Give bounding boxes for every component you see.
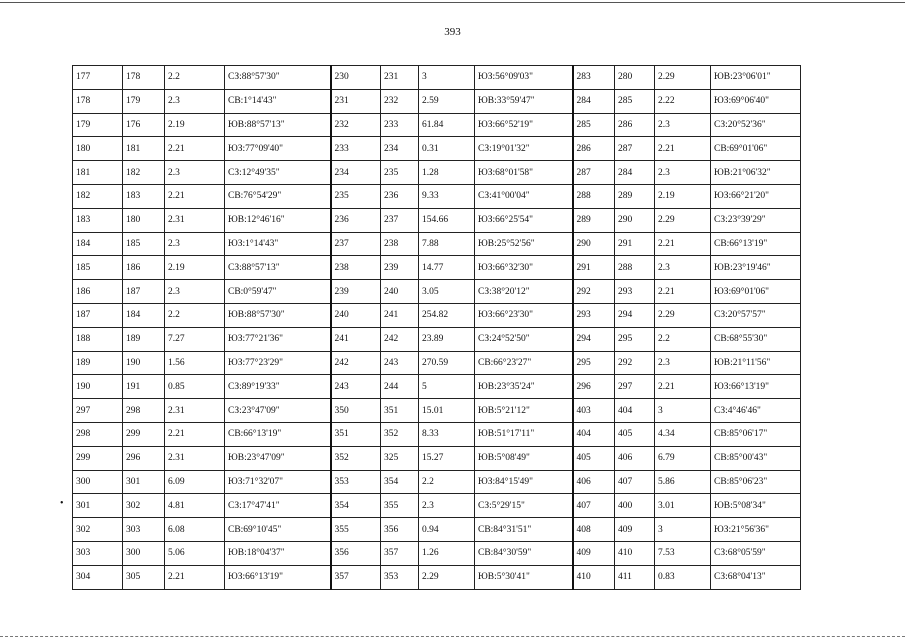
cell-from-point: 241	[331, 327, 381, 351]
cell-distance: 0.31	[419, 137, 475, 161]
cell-distance: 270.59	[419, 351, 475, 375]
table-row	[73, 541, 801, 565]
table-row	[73, 565, 801, 589]
cell-bearing: ЮВ:25°52'56"	[475, 232, 573, 256]
cell-distance: 3.01	[655, 494, 711, 518]
cell-from-point: 304	[73, 565, 123, 589]
cell-from-point: 356	[331, 541, 381, 565]
cell-distance: 2.22	[655, 89, 711, 113]
cell-bearing: СЗ:41°00'04"	[475, 184, 573, 208]
cell-to-point: 298	[123, 399, 165, 423]
cell-from-point: 301	[73, 494, 123, 518]
margin-mark: •	[60, 498, 64, 509]
cell-bearing: ЮЗ:66°13'19"	[711, 375, 801, 399]
cell-bearing: СВ:66°13'19"	[711, 232, 801, 256]
cell-bearing: ЮВ:51°17'11"	[475, 422, 573, 446]
table-row	[73, 137, 801, 161]
cell-distance: 1.26	[419, 541, 475, 565]
cell-from-point: 182	[73, 184, 123, 208]
cell-to-point: 287	[615, 137, 655, 161]
cell-to-point: 180	[123, 208, 165, 232]
table-row	[73, 327, 801, 351]
cell-distance: 2.21	[655, 137, 711, 161]
cell-distance: 2.29	[655, 66, 711, 90]
cell-to-point: 303	[123, 518, 165, 542]
cell-to-point: 187	[123, 280, 165, 304]
cell-bearing: СВ:69°10'45"	[225, 518, 331, 542]
cell-from-point: 295	[573, 351, 615, 375]
cell-from-point: 238	[331, 256, 381, 280]
cell-to-point: 233	[381, 113, 419, 137]
cell-bearing: СЗ:88°57'13"	[225, 256, 331, 280]
cell-to-point: 294	[615, 303, 655, 327]
cell-from-point: 185	[73, 256, 123, 280]
table-row	[73, 113, 801, 137]
cell-to-point: 234	[381, 137, 419, 161]
cell-bearing: ЮЗ:71°32'07"	[225, 470, 331, 494]
cell-bearing: ЮЗ:1°14'43"	[225, 232, 331, 256]
table-row	[73, 208, 801, 232]
cell-distance: 154.66	[419, 208, 475, 232]
table-row	[73, 375, 801, 399]
cell-distance: 15.27	[419, 446, 475, 470]
cell-distance: 2.29	[655, 208, 711, 232]
cell-to-point: 176	[123, 113, 165, 137]
cell-distance: 1.28	[419, 161, 475, 185]
cell-bearing: СВ:69°01'06"	[711, 137, 801, 161]
cell-distance: 61.84	[419, 113, 475, 137]
cell-from-point: 357	[331, 565, 381, 589]
cell-distance: 4.81	[165, 494, 225, 518]
cell-distance: 2.59	[419, 89, 475, 113]
cell-from-point: 236	[331, 208, 381, 232]
table-row	[73, 494, 801, 518]
cell-from-point: 232	[331, 113, 381, 137]
cell-to-point: 325	[381, 446, 419, 470]
cell-bearing: СЗ:5°29'15"	[475, 494, 573, 518]
cell-distance: 2.29	[419, 565, 475, 589]
cell-to-point: 184	[123, 303, 165, 327]
cell-from-point: 285	[573, 113, 615, 137]
cell-bearing: ЮВ:5°21'12"	[475, 399, 573, 423]
cell-from-point: 190	[73, 375, 123, 399]
cell-bearing: ЮЗ:56°09'03"	[475, 66, 573, 90]
cell-from-point: 237	[331, 232, 381, 256]
cell-bearing: ЮВ:5°30'41"	[475, 565, 573, 589]
table-body	[73, 66, 801, 590]
cell-from-point: 302	[73, 518, 123, 542]
cell-bearing: СВ:85°06'23"	[711, 470, 801, 494]
cell-from-point: 184	[73, 232, 123, 256]
cell-to-point: 410	[615, 541, 655, 565]
cell-to-point: 236	[381, 184, 419, 208]
cell-distance: 2.21	[655, 232, 711, 256]
cell-to-point: 352	[381, 422, 419, 446]
bottom-rule	[0, 636, 905, 637]
cell-to-point: 231	[381, 66, 419, 90]
cell-to-point: 237	[381, 208, 419, 232]
cell-from-point: 286	[573, 137, 615, 161]
table-row	[73, 303, 801, 327]
cell-distance: 2.19	[165, 256, 225, 280]
cell-bearing: ЮЗ:69°01'06"	[711, 280, 801, 304]
cell-from-point: 186	[73, 280, 123, 304]
cell-distance: 2.31	[165, 208, 225, 232]
cell-distance: 9.33	[419, 184, 475, 208]
cell-to-point: 182	[123, 161, 165, 185]
cell-bearing: ЮВ:5°08'34"	[711, 494, 801, 518]
cell-bearing: СЗ:20°52'36"	[711, 113, 801, 137]
cell-to-point: 293	[615, 280, 655, 304]
cell-to-point: 354	[381, 470, 419, 494]
cell-distance: 3.05	[419, 280, 475, 304]
cell-from-point: 189	[73, 351, 123, 375]
cell-bearing: СВ:84°30'59"	[475, 541, 573, 565]
cell-from-point: 290	[573, 232, 615, 256]
cell-bearing: ЮВ:23°47'09"	[225, 446, 331, 470]
cell-to-point: 302	[123, 494, 165, 518]
cell-distance: 2.3	[655, 351, 711, 375]
page-number: 393	[444, 26, 461, 38]
cell-from-point: 350	[331, 399, 381, 423]
cell-bearing: ЮВ:88°57'30"	[225, 303, 331, 327]
cell-from-point: 353	[331, 470, 381, 494]
cell-from-point: 289	[573, 208, 615, 232]
cell-distance: 5.86	[655, 470, 711, 494]
cell-to-point: 357	[381, 541, 419, 565]
cell-to-point: 179	[123, 89, 165, 113]
cell-bearing: ЮЗ:66°23'30"	[475, 303, 573, 327]
cell-to-point: 295	[615, 327, 655, 351]
table-row	[73, 518, 801, 542]
cell-bearing: ЮВ:23°19'46"	[711, 256, 801, 280]
cell-to-point: 232	[381, 89, 419, 113]
cell-from-point: 407	[573, 494, 615, 518]
cell-from-point: 235	[331, 184, 381, 208]
cell-to-point: 300	[123, 541, 165, 565]
cell-bearing: ЮЗ:84°15'49"	[475, 470, 573, 494]
cell-bearing: ЮЗ:66°13'19"	[225, 565, 331, 589]
cell-distance: 2.29	[655, 303, 711, 327]
cell-bearing: СВ:85°00'43"	[711, 446, 801, 470]
cell-to-point: 185	[123, 232, 165, 256]
table-row	[73, 232, 801, 256]
cell-from-point: 242	[331, 351, 381, 375]
cell-to-point: 191	[123, 375, 165, 399]
cell-bearing: СЗ:68°04'13"	[711, 565, 801, 589]
cell-to-point: 291	[615, 232, 655, 256]
cell-from-point: 405	[573, 446, 615, 470]
cell-to-point: 296	[123, 446, 165, 470]
cell-from-point: 351	[331, 422, 381, 446]
cell-distance: 5	[419, 375, 475, 399]
cell-to-point: 411	[615, 565, 655, 589]
cell-from-point: 178	[73, 89, 123, 113]
cell-distance: 3	[655, 399, 711, 423]
cell-distance: 2.2	[419, 470, 475, 494]
cell-bearing: СВ:0°59'47"	[225, 280, 331, 304]
cell-distance: 0.83	[655, 565, 711, 589]
cell-distance: 2.2	[165, 303, 225, 327]
table-row	[73, 66, 801, 90]
cell-distance: 2.21	[165, 422, 225, 446]
cell-from-point: 299	[73, 446, 123, 470]
cell-bearing: ЮВ:5°08'49"	[475, 446, 573, 470]
cell-from-point: 284	[573, 89, 615, 113]
cell-to-point: 305	[123, 565, 165, 589]
cell-distance: 6.09	[165, 470, 225, 494]
cell-to-point: 284	[615, 161, 655, 185]
cell-distance: 15.01	[419, 399, 475, 423]
cell-distance: 14.77	[419, 256, 475, 280]
cell-to-point: 405	[615, 422, 655, 446]
cell-distance: 0.94	[419, 518, 475, 542]
cell-from-point: 298	[73, 422, 123, 446]
cell-to-point: 407	[615, 470, 655, 494]
table-row	[73, 470, 801, 494]
table-row	[73, 351, 801, 375]
cell-bearing: СЗ:68°05'59"	[711, 541, 801, 565]
cell-to-point: 409	[615, 518, 655, 542]
cell-from-point: 297	[73, 399, 123, 423]
cell-bearing: ЮЗ:68°01'58"	[475, 161, 573, 185]
cell-bearing: СЗ:38°20'12"	[475, 280, 573, 304]
cell-from-point: 287	[573, 161, 615, 185]
cell-bearing: ЮВ:23°06'01"	[711, 66, 801, 90]
top-rule	[0, 2, 905, 3]
cell-distance: 2.2	[165, 66, 225, 90]
cell-to-point: 239	[381, 256, 419, 280]
cell-to-point: 235	[381, 161, 419, 185]
cell-bearing: СЗ:12°49'35"	[225, 161, 331, 185]
cell-distance: 7.53	[655, 541, 711, 565]
cell-from-point: 354	[331, 494, 381, 518]
cell-to-point: 404	[615, 399, 655, 423]
cell-to-point: 292	[615, 351, 655, 375]
cell-distance: 2.3	[165, 89, 225, 113]
cell-distance: 2.21	[165, 137, 225, 161]
cell-distance: 4.34	[655, 422, 711, 446]
cell-from-point: 230	[331, 66, 381, 90]
cell-from-point: 292	[573, 280, 615, 304]
table-row	[73, 89, 801, 113]
cell-bearing: ЮВ:88°57'13"	[225, 113, 331, 137]
cell-distance: 2.3	[655, 113, 711, 137]
cell-to-point: 183	[123, 184, 165, 208]
cell-distance: 3	[655, 518, 711, 542]
table-row	[73, 280, 801, 304]
cell-from-point: 177	[73, 66, 123, 90]
table-row	[73, 256, 801, 280]
cell-to-point: 355	[381, 494, 419, 518]
cell-bearing: ЮВ:12°46'16"	[225, 208, 331, 232]
cell-to-point: 297	[615, 375, 655, 399]
cell-distance: 2.21	[165, 565, 225, 589]
cell-bearing: ЮЗ:66°25'54"	[475, 208, 573, 232]
cell-bearing: ЮЗ:66°21'20"	[711, 184, 801, 208]
cell-from-point: 408	[573, 518, 615, 542]
cell-to-point: 178	[123, 66, 165, 90]
cell-bearing: СЗ:23°47'09"	[225, 399, 331, 423]
cell-distance: 2.2	[655, 327, 711, 351]
table-row	[73, 399, 801, 423]
cell-bearing: СВ:68°55'30"	[711, 327, 801, 351]
cell-distance: 5.06	[165, 541, 225, 565]
cell-to-point: 186	[123, 256, 165, 280]
cell-distance: 2.21	[655, 280, 711, 304]
cell-bearing: СЗ:88°57'30"	[225, 66, 331, 90]
cell-bearing: СЗ:19°01'32"	[475, 137, 573, 161]
cell-to-point: 243	[381, 351, 419, 375]
cell-from-point: 231	[331, 89, 381, 113]
cell-distance: 0.85	[165, 375, 225, 399]
cell-to-point: 299	[123, 422, 165, 446]
cell-from-point: 243	[331, 375, 381, 399]
cell-distance: 8.33	[419, 422, 475, 446]
cell-from-point: 234	[331, 161, 381, 185]
cell-distance: 3	[419, 66, 475, 90]
cell-to-point: 244	[381, 375, 419, 399]
cell-to-point: 280	[615, 66, 655, 90]
cell-bearing: ЮВ:21°06'32"	[711, 161, 801, 185]
cell-bearing: ЮЗ:77°09'40"	[225, 137, 331, 161]
cell-distance: 2.21	[165, 184, 225, 208]
cell-from-point: 409	[573, 541, 615, 565]
cell-to-point: 351	[381, 399, 419, 423]
cell-distance: 23.89	[419, 327, 475, 351]
cell-distance: 6.08	[165, 518, 225, 542]
cell-bearing: ЮВ:21°11'56"	[711, 351, 801, 375]
cell-bearing: СВ:66°23'27"	[475, 351, 573, 375]
cell-distance: 1.56	[165, 351, 225, 375]
cell-from-point: 294	[573, 327, 615, 351]
cell-from-point: 352	[331, 446, 381, 470]
cell-to-point: 288	[615, 256, 655, 280]
cell-distance: 7.27	[165, 327, 225, 351]
cell-distance: 2.3	[165, 232, 225, 256]
cell-from-point: 404	[573, 422, 615, 446]
cell-bearing: СВ:1°14'43"	[225, 89, 331, 113]
cell-bearing: СВ:66°13'19"	[225, 422, 331, 446]
cell-from-point: 239	[331, 280, 381, 304]
cell-to-point: 190	[123, 351, 165, 375]
cell-to-point: 285	[615, 89, 655, 113]
table-row	[73, 422, 801, 446]
cell-from-point: 183	[73, 208, 123, 232]
cell-from-point: 355	[331, 518, 381, 542]
cell-distance: 2.21	[655, 375, 711, 399]
cell-bearing: СЗ:24°52'50"	[475, 327, 573, 351]
cell-to-point: 290	[615, 208, 655, 232]
cell-from-point: 181	[73, 161, 123, 185]
cell-to-point: 356	[381, 518, 419, 542]
cell-bearing: СВ:76°54'29"	[225, 184, 331, 208]
cell-from-point: 403	[573, 399, 615, 423]
cell-to-point: 241	[381, 303, 419, 327]
cell-to-point: 189	[123, 327, 165, 351]
cell-bearing: ЮЗ:69°06'40"	[711, 89, 801, 113]
cell-to-point: 240	[381, 280, 419, 304]
cell-bearing: СВ:84°31'51"	[475, 518, 573, 542]
cell-from-point: 296	[573, 375, 615, 399]
cell-bearing: ЮЗ:66°32'30"	[475, 256, 573, 280]
cell-from-point: 288	[573, 184, 615, 208]
cell-to-point: 400	[615, 494, 655, 518]
cell-from-point: 188	[73, 327, 123, 351]
cell-bearing: СЗ:4°46'46"	[711, 399, 801, 423]
cell-to-point: 238	[381, 232, 419, 256]
cell-bearing: СЗ:20°57'57"	[711, 303, 801, 327]
cell-distance: 7.88	[419, 232, 475, 256]
cell-from-point: 240	[331, 303, 381, 327]
cell-bearing: ЮВ:18°04'37"	[225, 541, 331, 565]
cell-to-point: 286	[615, 113, 655, 137]
cell-to-point: 353	[381, 565, 419, 589]
cell-from-point: 283	[573, 66, 615, 90]
cell-from-point: 180	[73, 137, 123, 161]
cell-to-point: 301	[123, 470, 165, 494]
cell-from-point: 410	[573, 565, 615, 589]
cell-distance: 2.3	[655, 256, 711, 280]
cell-bearing: СЗ:89°19'33"	[225, 375, 331, 399]
cell-from-point: 233	[331, 137, 381, 161]
cell-to-point: 242	[381, 327, 419, 351]
cell-to-point: 406	[615, 446, 655, 470]
table-row	[73, 161, 801, 185]
cell-bearing: ЮВ:33°59'47"	[475, 89, 573, 113]
cell-distance: 2.3	[165, 280, 225, 304]
table-row	[73, 446, 801, 470]
cell-from-point: 406	[573, 470, 615, 494]
cell-bearing: СЗ:23°39'29"	[711, 208, 801, 232]
cell-to-point: 289	[615, 184, 655, 208]
cell-from-point: 291	[573, 256, 615, 280]
cell-bearing: ЮЗ:21°56'36"	[711, 518, 801, 542]
cell-distance: 2.3	[165, 161, 225, 185]
cell-distance: 6.79	[655, 446, 711, 470]
cell-bearing: СЗ:17°47'41"	[225, 494, 331, 518]
cell-from-point: 303	[73, 541, 123, 565]
cell-distance: 2.19	[165, 113, 225, 137]
cell-from-point: 300	[73, 470, 123, 494]
cell-distance: 2.3	[419, 494, 475, 518]
cell-from-point: 187	[73, 303, 123, 327]
cell-distance: 2.31	[165, 399, 225, 423]
table-row	[73, 184, 801, 208]
cell-from-point: 293	[573, 303, 615, 327]
cell-distance: 2.31	[165, 446, 225, 470]
cell-to-point: 181	[123, 137, 165, 161]
cell-bearing: ЮЗ:66°52'19"	[475, 113, 573, 137]
cell-distance: 2.19	[655, 184, 711, 208]
cell-bearing: ЮЗ:77°23'29"	[225, 351, 331, 375]
cell-bearing: СВ:85°06'17"	[711, 422, 801, 446]
cell-bearing: ЮВ:23°35'24"	[475, 375, 573, 399]
cell-bearing: ЮЗ:77°21'36"	[225, 327, 331, 351]
cell-distance: 2.3	[655, 161, 711, 185]
coordinates-table	[72, 65, 801, 590]
cell-distance: 254.82	[419, 303, 475, 327]
cell-from-point: 179	[73, 113, 123, 137]
